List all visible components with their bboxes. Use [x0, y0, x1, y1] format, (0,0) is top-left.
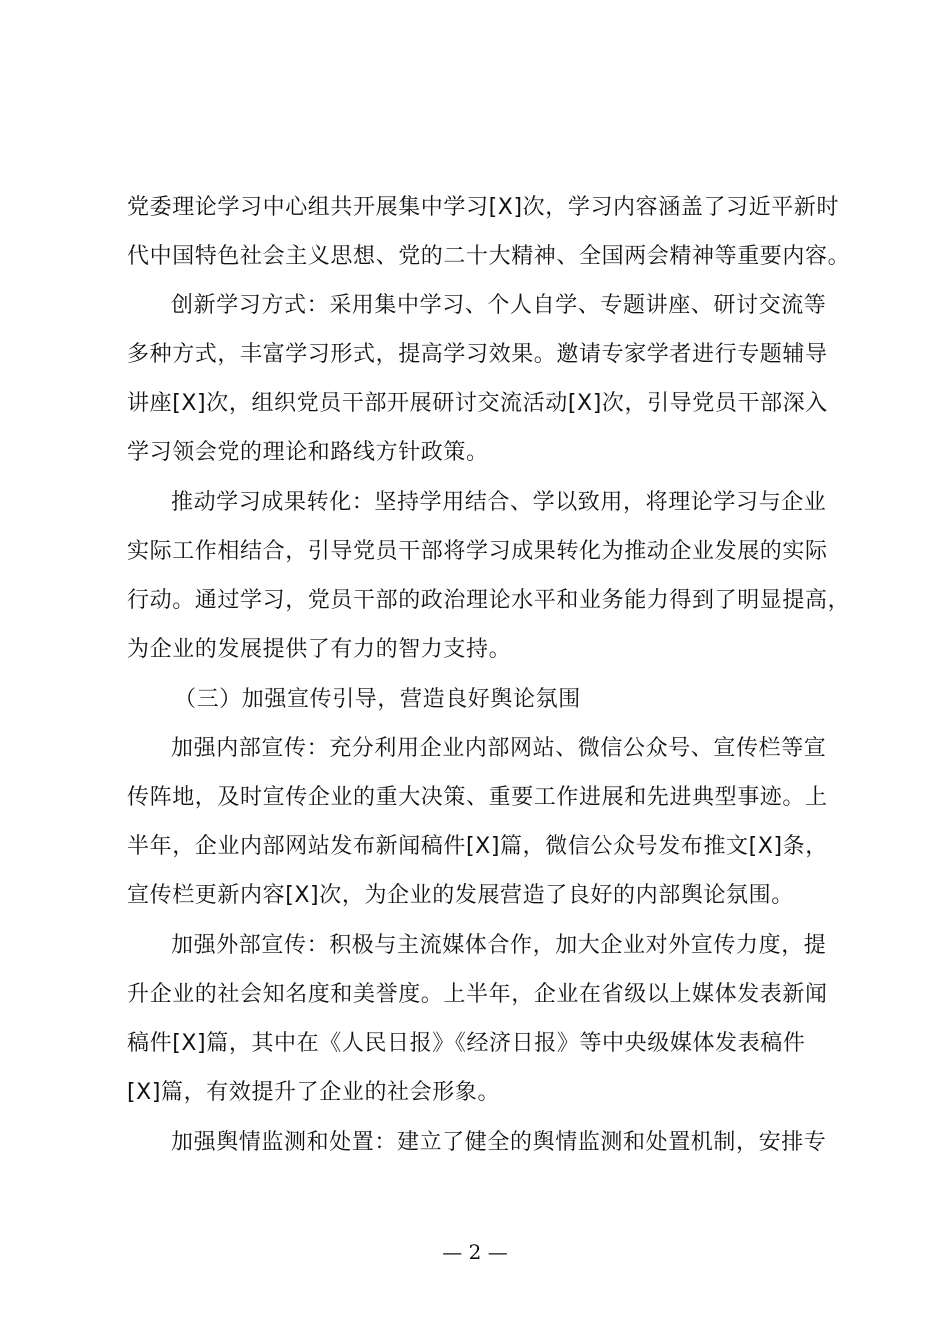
body-text-line: 加强内部宣传：充分利用企业内部网站、微信公众号、宣传栏等宣 — [171, 736, 827, 761]
body-text-line: 行动。通过学习，党员干部的政治理论水平和业务能力得到了明显提高， — [127, 588, 851, 613]
body-text-line: 推动学习成果转化：坚持学用结合、学以致用，将理论学习与企业 — [171, 490, 827, 515]
body-text-line: 多种方式，丰富学习形式，提高学习效果。邀请专家学者进行专题辅导 — [127, 342, 828, 367]
body-text-line: 升企业的社会知名度和美誉度。上半年，企业在省级以上媒体发表新闻 — [127, 982, 828, 1007]
body-text-line: 加强舆情监测和处置：建立了健全的舆情监测和处置机制，安排专 — [171, 1130, 827, 1155]
body-text-line: 为企业的发展提供了有力的智力支持。 — [127, 637, 512, 662]
body-text-line: 传阵地，及时宣传企业的重大决策、重要工作进展和先进典型事迹。上 — [127, 785, 828, 810]
page-number: — 2 — — [442, 1240, 508, 1264]
body-text-line: 半年，企业内部网站发布新闻稿件[X]篇，微信公众号发布推文[X]条， — [127, 834, 828, 859]
body-text-line: 党委理论学习中心组共开展集中学习[X]次，学习内容涵盖了习近平新时 — [127, 195, 840, 220]
body-text-line: 稿件[X]篇，其中在《人民日报》《经济日报》等中央级媒体发表稿件 — [127, 1031, 806, 1056]
body-text-line: [X]篇，有效提升了企业的社会形象。 — [127, 1080, 501, 1105]
body-text-line: 学习领会党的理论和路线方针政策。 — [127, 440, 489, 465]
body-text-line: 讲座[X]次，组织党员干部开展研讨交流活动[X]次，引导党员干部深入 — [127, 391, 828, 416]
body-text-line: 加强外部宣传：积极与主流媒体合作，加大企业对外宣传力度，提 — [171, 933, 827, 958]
body-text-line: 实际工作相结合，引导党员干部将学习成果转化为推动企业发展的实际 — [127, 539, 828, 564]
body-text-line: 创新学习方式：采用集中学习、个人自学、专题讲座、研讨交流等 — [171, 293, 827, 318]
section-heading: （三）加强宣传引导，营造良好舆论氛围 — [174, 687, 581, 712]
body-text-line: 宣传栏更新内容[X]次，为企业的发展营造了良好的内部舆论氛围。 — [127, 883, 794, 908]
body-text-line: 代中国特色社会主义思想、党的二十大精神、全国两会精神等重要内容。 — [127, 244, 851, 269]
